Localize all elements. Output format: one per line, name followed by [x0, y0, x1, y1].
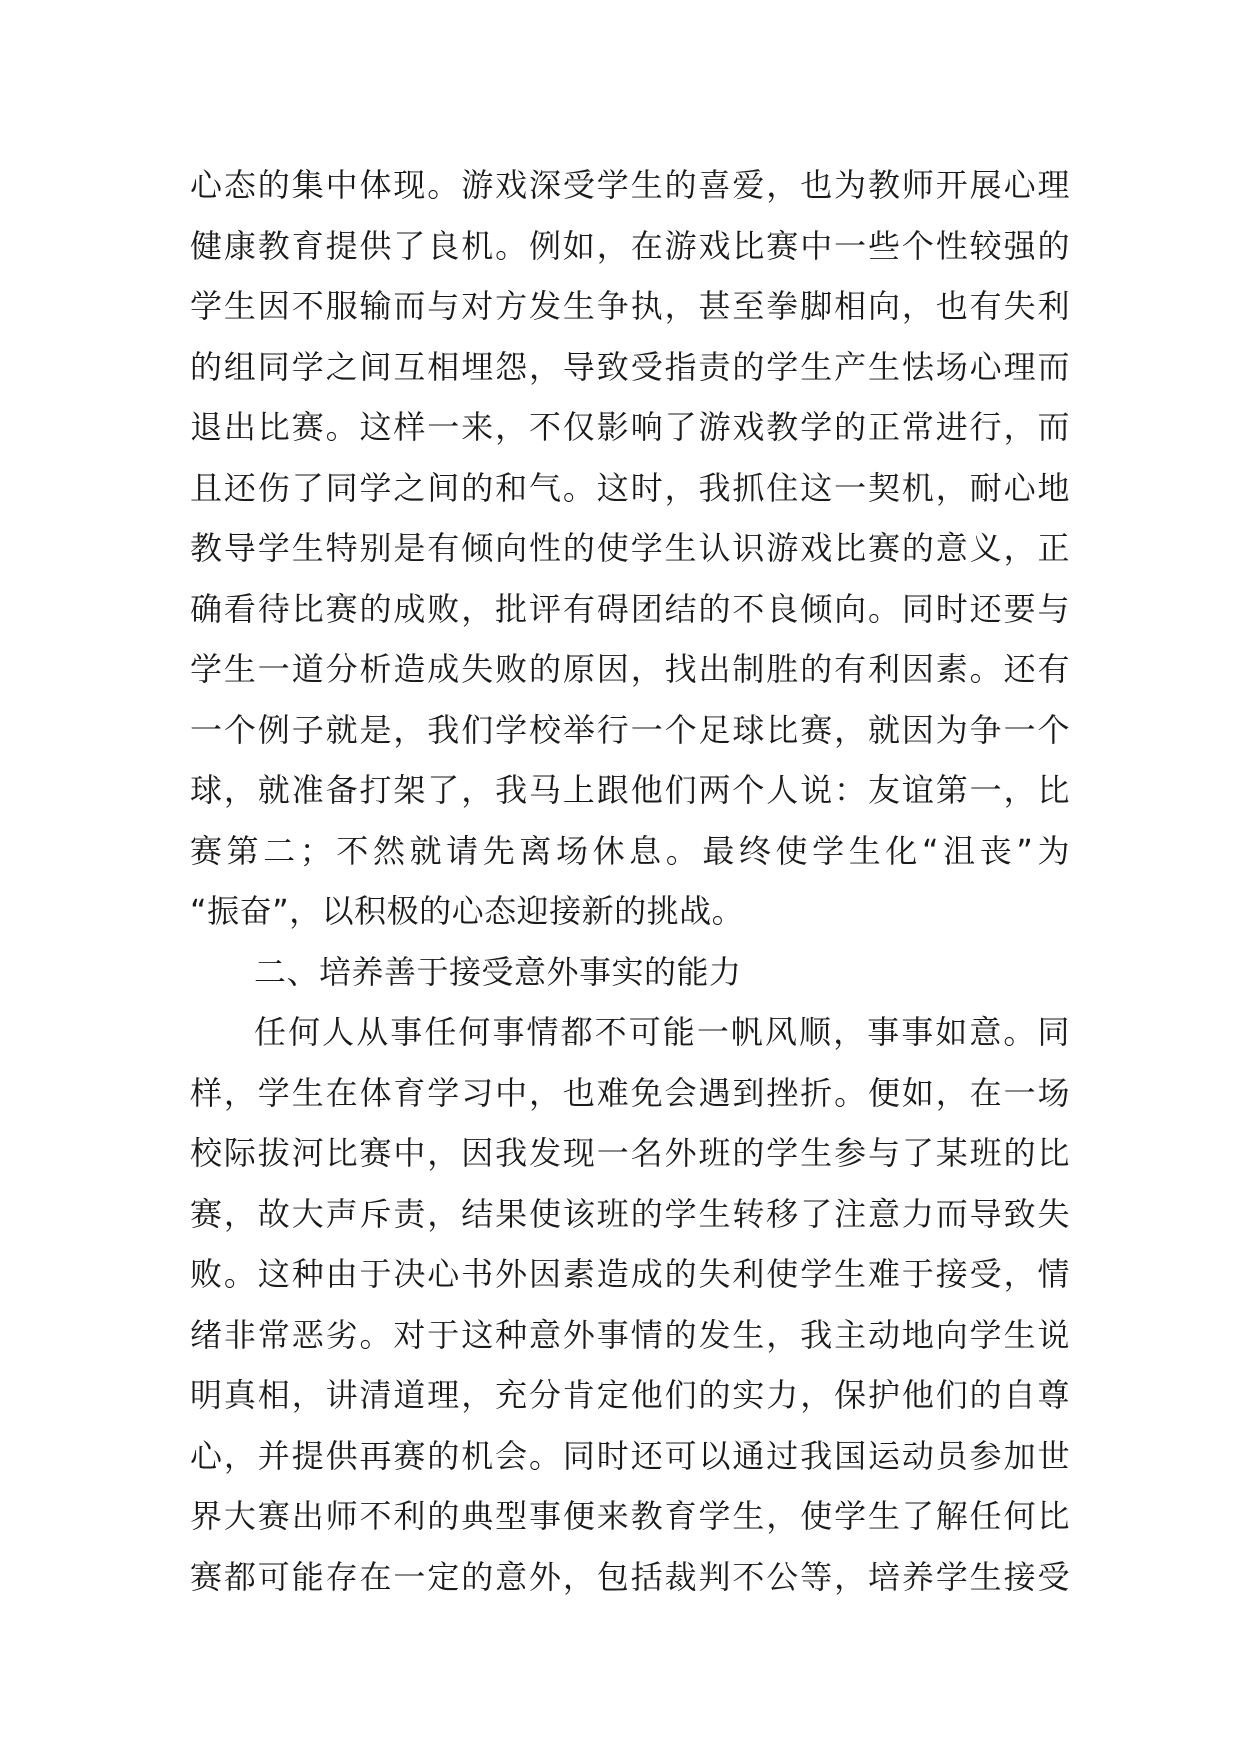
- text-line: 校际拔河比赛中，因我发现一名外班的学生参与了某班的比: [190, 1134, 1070, 1172]
- text-line: 心，并提供再赛的机会。同时还可以通过我国运动员参加世: [190, 1436, 1070, 1475]
- text-line: 退出比赛。这样一来，不仅影响了游戏教学的正常进行，而: [190, 408, 1070, 446]
- text-line: 球，就准备打架了，我马上跟他们两个人说：友谊第一，比: [190, 771, 1070, 809]
- text-line: 绪非常恶劣。对于这种意外事情的发生，我主动地向学生说: [190, 1315, 1070, 1354]
- text-line: 学生因不服输而与对方发生争执，甚至拳脚相向，也有失利: [190, 287, 1070, 325]
- section-heading: 二、培养善于接受意外事实的能力: [254, 952, 742, 991]
- text-line: 健康教育提供了良机。例如，在游戏比赛中一些个性较强的: [190, 226, 1070, 265]
- text-line: 心态的集中体现。游戏深受学生的喜爱，也为教师开展心理: [190, 166, 1070, 204]
- text-line: 明真相，讲清道理，充分肯定他们的实力，保护他们的自尊: [190, 1376, 1070, 1414]
- text-line: 赛都可能存在一定的意外，包括裁判不公等，培养学生接受: [190, 1557, 1070, 1596]
- text-line: 确看待比赛的成败，批评有碍团结的不良倾向。同时还要与: [190, 589, 1070, 628]
- text-line: 任何人从事任何事情都不可能一帆风顺，事事如意。同: [254, 1013, 1070, 1051]
- text-line: 界大赛出师不利的典型事便来教育学生，使学生了解任何比: [190, 1497, 1070, 1535]
- body-text: [190, 155, 1070, 1607]
- text-line: 赛，故大声斥责，结果使该班的学生转移了注意力而导致失: [190, 1194, 1070, 1233]
- text-line: 样，学生在体育学习中，也难免会遇到挫折。便如，在一场: [190, 1073, 1070, 1112]
- text-line: “振奋”，以积极的心态迎接新的挑战。: [190, 892, 745, 930]
- text-line: 败。这种由于决心书外因素造成的失利使学生难于接受，情: [190, 1255, 1070, 1293]
- text-line: 教导学生特别是有倾向性的使学生认识游戏比赛的意义，正: [190, 529, 1070, 567]
- text-line: 赛第二；不然就请先离场休息。最终使学生化“沮丧”为: [190, 831, 1070, 870]
- text-line: 学生一道分析造成失败的原因，找出制胜的有利因素。还有: [190, 650, 1070, 688]
- text-line: 一个例子就是，我们学校举行一个足球比赛，就因为争一个: [190, 710, 1070, 749]
- text-line: 且还伤了同学之间的和气。这时，我抓住这一契机，耐心地: [190, 468, 1070, 507]
- text-line: 的组同学之间互相埋怨，导致受指责的学生产生怯场心理而: [190, 347, 1070, 386]
